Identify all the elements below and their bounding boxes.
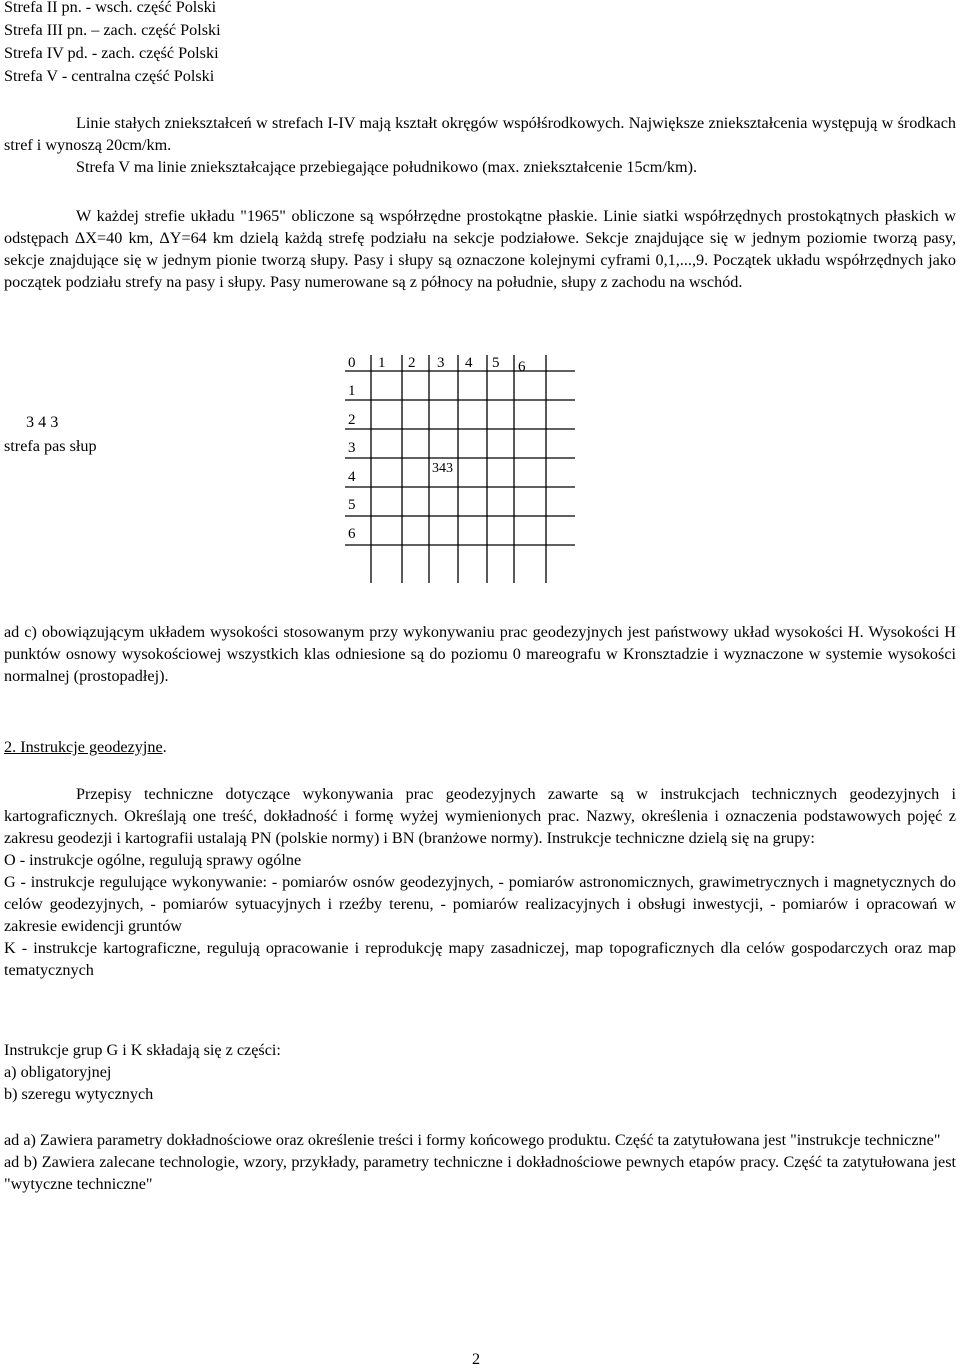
ad-a-text: ad a) Zawiera parametry dokładnościowe oraz określenie treści i formy końcowego produktu. Część ta zatytułowana jest "instrukcje techniczne"	[4, 1131, 941, 1149]
definitions-block	[4, 1129, 956, 1195]
row-label-6: 6	[348, 526, 356, 542]
section-heading-dot: .	[162, 738, 167, 756]
zone-line-4: Strefa IV pd. - zach. część Polski	[4, 44, 219, 62]
parts-intro: Instrukcje grup G i K składają się z części:	[4, 1041, 281, 1059]
paragraph-regulations-text: Przepisy techniczne dotyczące wykonywania prac geodezyjnych zawarte są w instrukcjach technicznych geodezyjnych i kartograficznych. Określają one treść, dokładność i formę wyżej wymienionych prac. Nazwy, określenia i oznaczenia podstawowych pojęć z zakresu geodezji i kartografii ustalają PN (polskie normy) i BN (branżowe normy). Instrukcje techniczne dzielą się na grupy:	[4, 785, 956, 847]
paragraph-distortion-text: Linie stałych zniekształceń w strefach I-IV mają kształt okręgów współśrodkowych. Największe zniekształcenia występują w środkach stref i wynoszą 20cm/km.	[4, 114, 956, 154]
grid-lines	[345, 355, 575, 583]
zone-line-3: Strefa III pn. – zach. część Polski	[4, 21, 221, 39]
row-label-4: 4	[348, 469, 356, 485]
figure-example	[4, 410, 97, 458]
figure-example-caption: strefa pas słup	[4, 437, 97, 455]
row-label-1: 1	[348, 383, 356, 399]
group-o: O - instrukcje ogólne, regulują sprawy ogólne	[4, 851, 302, 869]
part-a: a) obligatoryjnej	[4, 1063, 112, 1081]
ad-b-text: ad b) Zawiera zalecane technologie, wzory, przykłady, parametry techniczne i dokładnościowe pewnych etapów pracy. Część ta zatytułowana jest "wytyczne techniczne"	[4, 1153, 956, 1193]
group-k: K - instrukcje kartograficzne, regulują opracowanie i reprodukcję mapy zasadniczej, map topograficznych dla celów gospodarczych oraz map tematycznych	[4, 939, 956, 979]
sheet-grid-figure	[330, 345, 580, 585]
row-label-5: 5	[348, 497, 356, 513]
paragraph-height-system	[4, 621, 956, 687]
cell-label-343: 343	[432, 461, 453, 476]
parts-block	[4, 1039, 956, 1105]
zone-line-2: Strefa II pn. - wsch. część Polski	[4, 0, 217, 16]
group-g: G - instrukcje regulujące wykonywanie: - pomiarów osnów geodezyjnych, - pomiarów astronomicznych, grawimetrycznych i magnetycznych do celów geodezyjnych, - pomiarów sytuacyjnych i rzeźby terenu, - pomiarów realizacyjnych i obsługi inwestycji, - pomiarów i opracowań w zakresie ewidencji gruntów	[4, 873, 956, 935]
paragraph-height-system-text: ad c) obowiązującym układem wysokości stosowanym przy wykonywaniu prac geodezyjnych jest państwowy układ wysokości H. Wysokości H punktów osnowy wysokościowej wszystkich klas odniesione są do poziomu 0 mareografu w Kronsztadzie i wyznaczone w systemie wysokości normalnej (prostopadłej).	[4, 623, 956, 685]
col-label-2: 2	[408, 355, 416, 371]
grid-row-labels	[348, 383, 356, 542]
section-heading	[4, 736, 167, 758]
paragraph-sections-text: W każdej strefie układu "1965" obliczone są współrzędne prostokątne płaskie. Linie siatki współrzędnych prostokątnych płaskich w odstępach ΔX=40 km, ΔY=64 km dzielą każdą strefę podziału na sekcje podziałowe. Sekcje znajdujące się w jednym poziomie tworzą pasy, sekcje znajdujące się w jednym pionie tworzą słupy. Pasy i słupy są oznaczone kolejnymi cyframi 0,1,...,9. Początek układu współrzędnych jako początek podziału strefy na pasy i słupy. Pasy numerowane są z północy na południe, słupy z zachodu na wschód.	[4, 207, 956, 291]
col-label-6: 6	[518, 359, 526, 375]
col-label-3: 3	[437, 355, 445, 371]
grid-column-labels	[348, 355, 526, 375]
part-b: b) szeregu wytycznych	[4, 1085, 154, 1103]
paragraph-regulations	[4, 783, 956, 981]
paragraph-zone-v-text: Strefa V ma linie zniekształcające przebiegające południkowo (max. zniekształcenie 15cm/km).	[76, 158, 698, 176]
col-label-1: 1	[378, 355, 386, 371]
page-number: 2	[472, 1350, 481, 1368]
section-heading-text: 2. Instrukcje geodezyjne	[4, 738, 163, 756]
paragraph-sections	[4, 205, 956, 293]
col-label-5: 5	[492, 355, 500, 371]
zone-line-5: Strefa V - centralna część Polski	[4, 67, 215, 85]
figure-example-digits: 3 4 3	[26, 413, 59, 431]
row-label-3: 3	[348, 440, 356, 456]
col-label-0: 0	[348, 355, 356, 371]
row-label-2: 2	[348, 412, 356, 428]
col-label-4: 4	[465, 355, 473, 371]
paragraph-distortion	[4, 112, 956, 178]
